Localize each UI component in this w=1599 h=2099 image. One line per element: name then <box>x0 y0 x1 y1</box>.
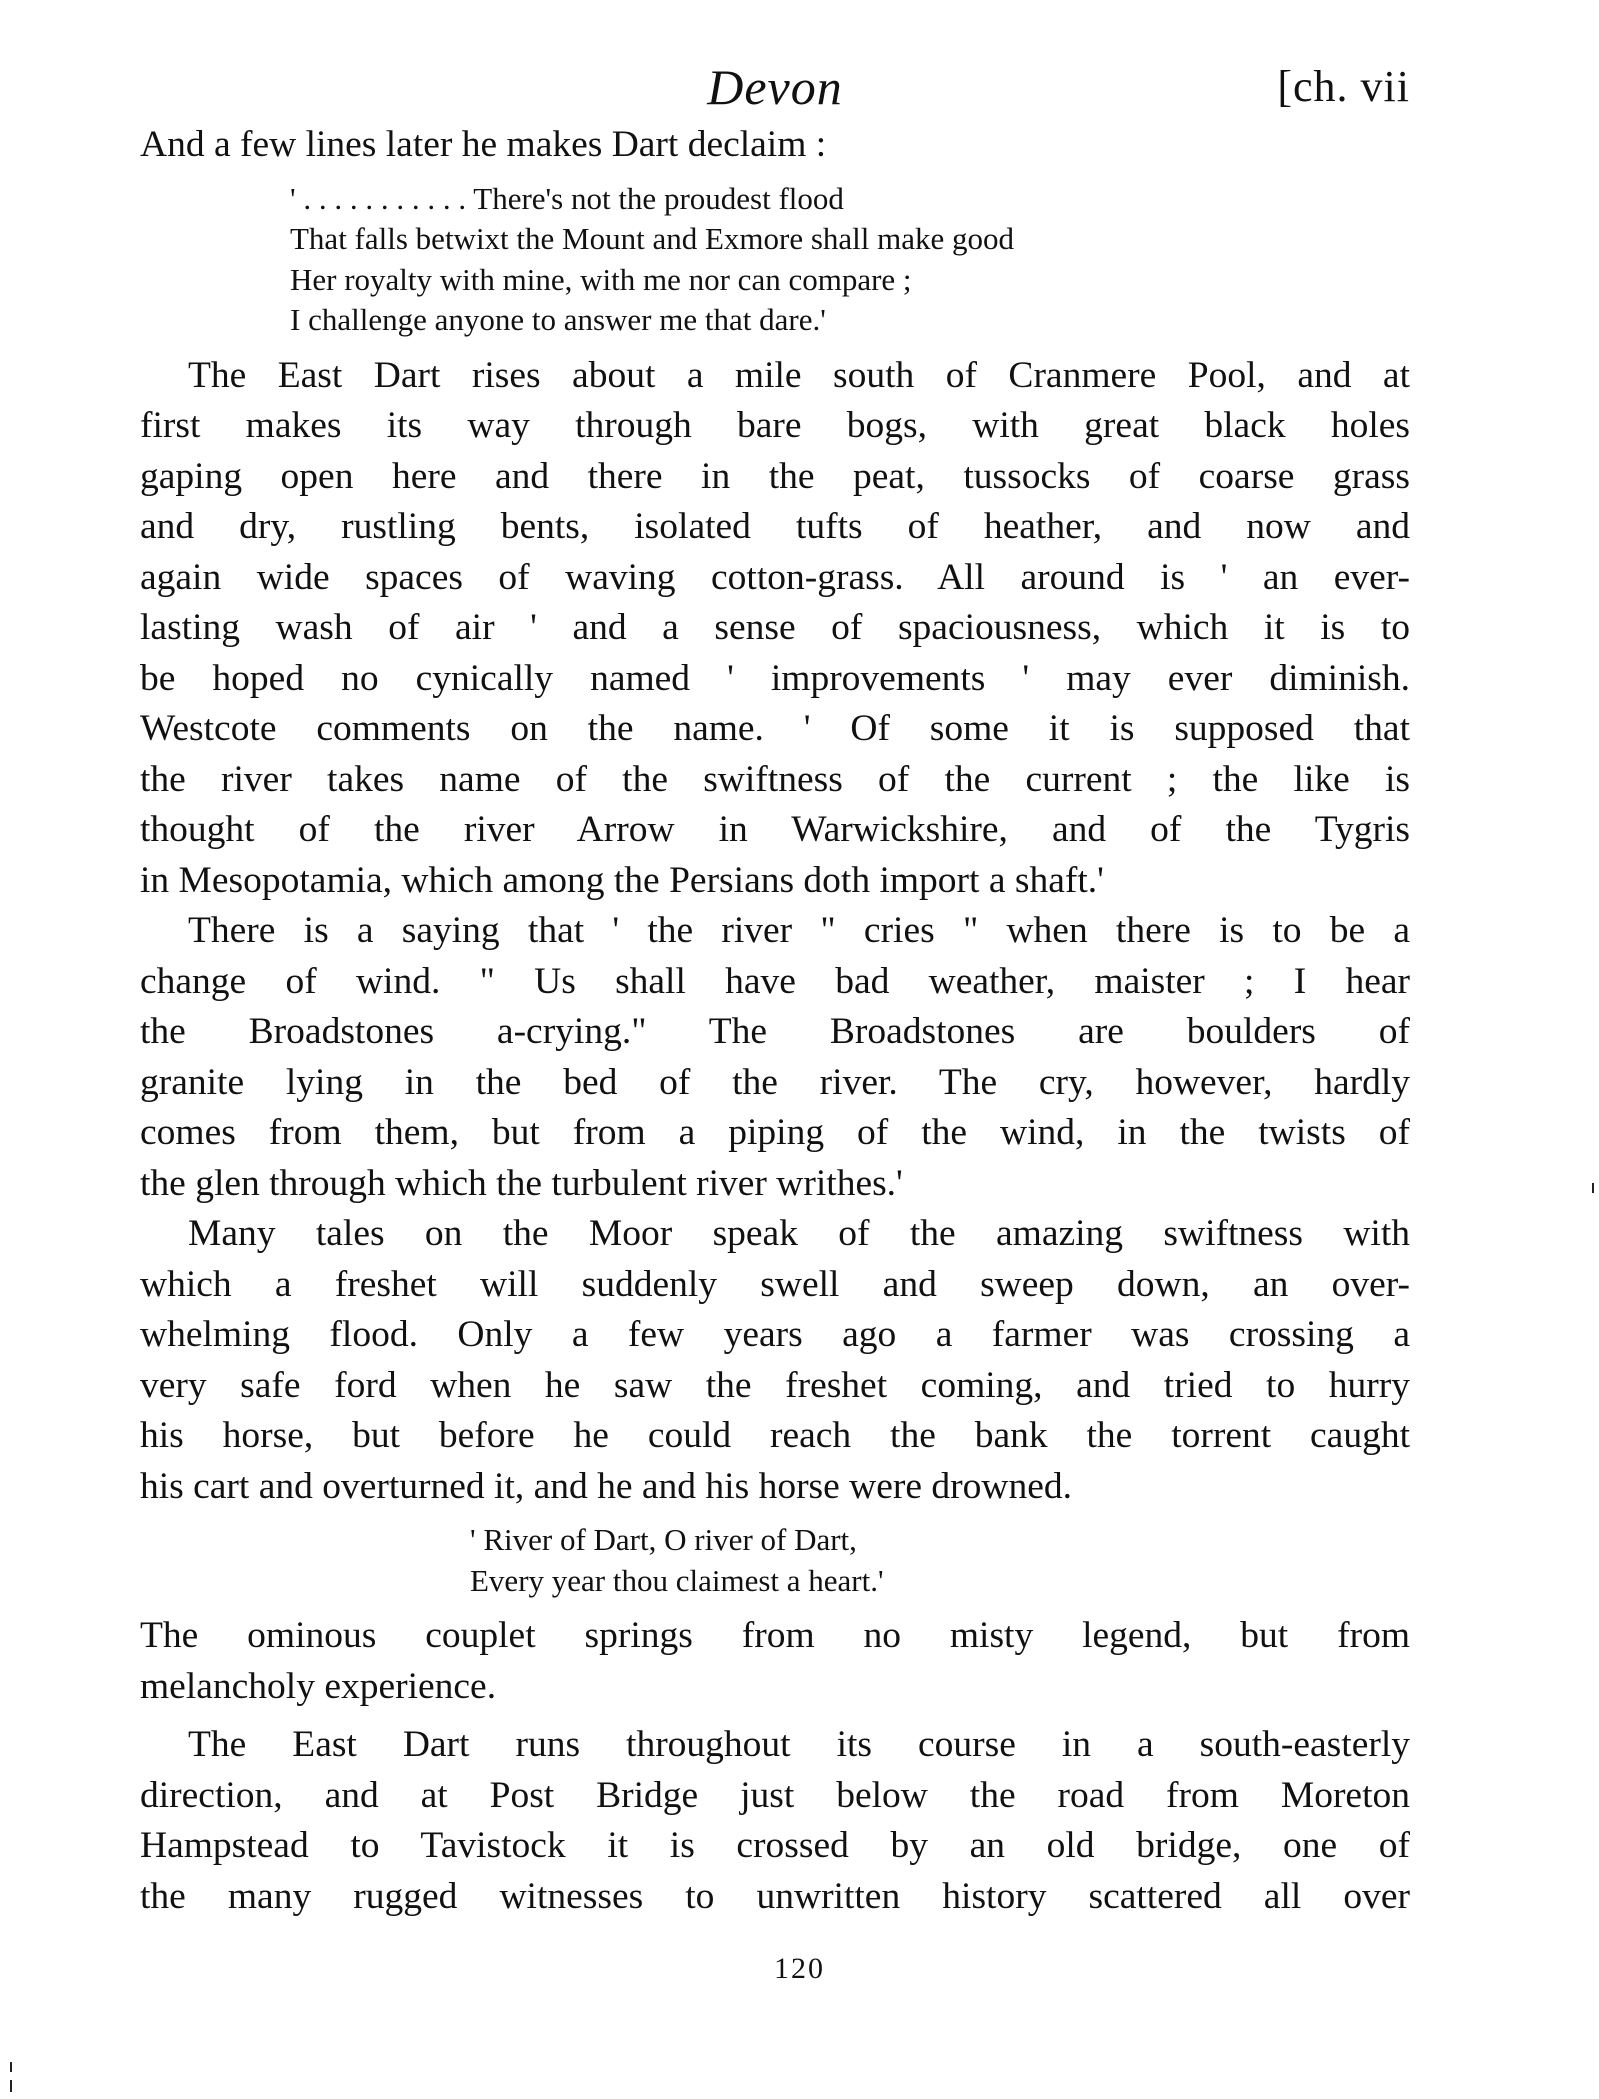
verse-line: Her royalty with mine, with me nor can compare ; <box>290 261 912 297</box>
text-line: whelming flood. Only a few years ago a farmer was crossing a <box>140 1314 1410 1355</box>
text-line: The East Dart rises about a mile south of Cranmere Pool, and at <box>188 354 1410 396</box>
paragraph-1 <box>140 351 1410 907</box>
text-line: again wide spaces of waving cotton-grass. All around is ' an ever- <box>140 556 1410 598</box>
text-line: gaping open here and there in the peat, tussocks of coarse grass <box>140 455 1410 497</box>
scan-speck <box>10 2080 12 2092</box>
text-line: The East Dart runs throughout its course in a south-easterly <box>188 1724 1410 1765</box>
intro-line <box>140 120 1410 171</box>
running-head <box>140 52 1410 122</box>
verse-line: ' River of Dart, O river of Dart, <box>470 1522 857 1557</box>
text-line: his cart and overturned it, and he and his horse were drowned. <box>140 1465 1072 1507</box>
text-line: melancholy experience. <box>140 1665 497 1707</box>
text-line: his horse, but before he could reach the bank the torrent caught <box>140 1415 1410 1456</box>
text-line: in Mesopotamia, which among the Persians doth import a shaft.' <box>140 859 1104 901</box>
running-head-chapter: [ch. vii <box>1277 62 1410 111</box>
verse-quotation-2 <box>140 1520 1410 1601</box>
verse-line: ' . . . . . . . . . . . There's not the proudest flood <box>290 180 844 216</box>
text-line: comes from them, but from a piping of the wind, in the twists of <box>140 1112 1410 1153</box>
scan-speck <box>1592 1183 1594 1193</box>
text-line: the glen through which the turbulent river writhes.' <box>140 1162 903 1204</box>
paragraph-5 <box>140 1720 1410 1922</box>
text-line: granite lying in the bed of the river. The cry, however, hardly <box>140 1061 1410 1103</box>
text-line: Many tales on the Moor speak of the amazing swiftness with <box>188 1213 1410 1254</box>
text-line: And a few lines later he makes Dart declaim : <box>140 124 827 165</box>
text-line: the many rugged witnesses to unwritten history scattered all over <box>140 1875 1410 1917</box>
text-line: which a freshet will suddenly swell and sweep down, an over- <box>140 1263 1410 1305</box>
text-line: very safe ford when he saw the freshet coming, and tried to hurry <box>140 1364 1410 1406</box>
text-line: the Broadstones a-crying." The Broadstones are boulders of <box>140 1011 1410 1052</box>
paragraph-4 <box>140 1611 1410 1712</box>
text-line: be hoped no cynically named ' improvements ' may ever diminish. <box>140 657 1410 699</box>
text-line: lasting wash of air ' and a sense of spaciousness, which it is to <box>140 607 1410 648</box>
scan-speck <box>10 2062 12 2072</box>
paragraph-3 <box>140 1209 1410 1512</box>
verse-line: I challenge anyone to answer me that dare.' <box>290 302 826 337</box>
text-line: The ominous couplet springs from no misty legend, but from <box>140 1615 1410 1656</box>
text-line: Westcote comments on the name. ' Of some it is supposed that <box>140 708 1410 749</box>
paragraph-2 <box>140 906 1410 1209</box>
text-line: There is a saying that ' the river " cries " when there is to be a <box>188 910 1410 951</box>
verse-line: Every year thou claimest a heart.' <box>470 1562 884 1598</box>
running-head-title: Devon <box>707 59 843 115</box>
text-line: thought of the river Arrow in Warwickshire, and of the Tygris <box>140 809 1410 850</box>
paragraph-gap <box>140 1712 1410 1720</box>
text-line: change of wind. " Us shall have bad weather, maister ; I hear <box>140 960 1410 1002</box>
body-text <box>140 120 1410 1922</box>
text-line: Hampstead to Tavistock it is crossed by an old bridge, one of <box>140 1825 1410 1866</box>
text-line: and dry, rustling bents, isolated tufts of heather, and now and <box>140 506 1410 547</box>
page-number: 120 <box>774 1952 825 1985</box>
verse-line: That falls betwixt the Mount and Exmore shall make good <box>290 221 1015 256</box>
text-line: direction, and at Post Bridge just below the road from Moreton <box>140 1774 1410 1816</box>
text-line: the river takes name of the swiftness of the current ; the like is <box>140 758 1410 800</box>
verse-quotation-1 <box>140 179 1410 341</box>
text-line: first makes its way through bare bogs, with great black holes <box>140 405 1410 446</box>
